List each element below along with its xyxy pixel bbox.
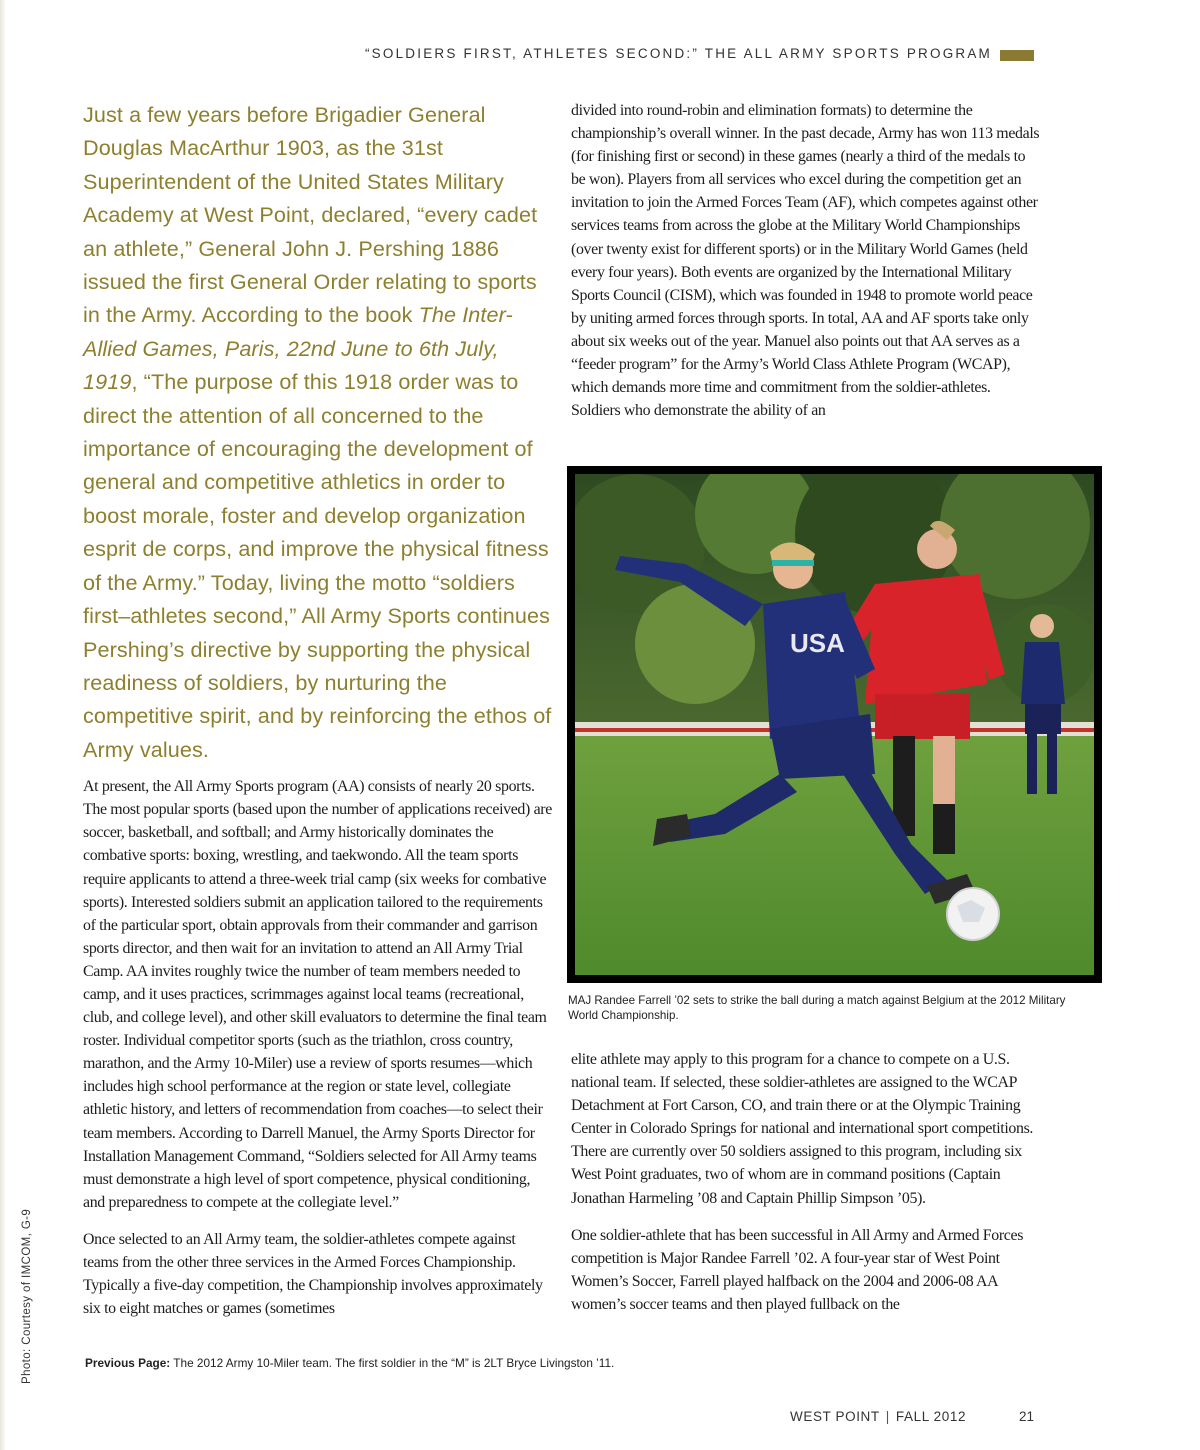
footer-publication: WEST POINT — [790, 1409, 880, 1424]
left-column — [83, 98, 553, 1334]
right-column-top — [571, 99, 1041, 436]
previous-page-text: The 2012 Army 10-Miler team. The first soldier in the “M” is 2LT Bryce Livingston ’11. — [170, 1356, 615, 1370]
page-number: 21 — [1019, 1409, 1035, 1424]
pull-quote-part-1: Just a few years before Brigadier General Douglas MacArthur 1903, as the 31st Superintendent of the United States Military Academy at West Point, declared, “every cadet an athlete,” General John J. Pershing 1886 issued the first General Order relating to sports in the Army. According to the book — [83, 102, 538, 328]
photo-caption: MAJ Randee Farrell ’02 sets to strike the ball during a match against Belgium at the 2012 Military World Championship. — [568, 994, 1066, 1022]
footer-issue: FALL 2012 — [895, 1409, 967, 1424]
soccer-photo — [567, 466, 1102, 983]
right-column-bottom — [571, 1048, 1041, 1330]
book-title: The Inter-Allied Games, Paris, 22nd June to 6th July, 1919 — [83, 302, 513, 395]
pull-quote — [83, 98, 553, 766]
previous-page-label: Previous Page: — [85, 1356, 171, 1370]
photo-credit: Photo: Courtesy of IMCOM, G-9 — [21, 1208, 33, 1384]
pull-quote-part-2: , “The purpose of this 1918 order was to direct the attention of all concerned to the importance of encouraging the development of general and competitive athletics in order to boost morale, foster and develop organization esprit de corps, and improve the physical fitness of the Army.” Today, living the motto “soldiers first–athletes second,” All Army Sports continues Pershing’s directive by supporting the physical readiness of soldiers, by nurturing the competitive spirit, and by reinforcing the ethos of Army values. — [83, 369, 552, 762]
body-paragraph: divided into round-robin and elimination formats) to determine the championship’s overall winner. In the past decade, Army has won 113 medals (for finishing first or second) in these games (nearly a third of the medals to be won). Players from all services who excel during the competition get an invitation to join the Armed Forces Team (AF), which competes against other services teams from across the globe at the Military World Championships (over twenty exist for different sports) or in the Military World Games (held every four years). Both events are organized by the International Military Sports Council (CISM), which was founded in 1948 to promote world peace by uniting armed forces through sports. In total, AA and AF sports take only about six weeks out of the year. Manuel also points out that AA serves as a “feeder program” for the Army’s World Class Athlete Program (WCAP), which demands more time and commitment from the soldier-athletes. Soldiers who demonstrate the ability of an — [571, 102, 1040, 420]
running-header: “SOLDIERS FIRST, ATHLETES SECOND:” THE ALL ARMY SPORTS PROGRAM — [364, 46, 992, 61]
page-edge-shadow — [0, 0, 5, 1450]
body-paragraph: Once selected to an All Army team, the soldier-athletes compete against teams from the other three services in the Armed Forces Championship. Typically a five-day competition, the Championship involves approximately six to eight matches or games (sometimes — [83, 1230, 543, 1318]
jersey-text: USA — [790, 628, 845, 658]
footer — [790, 1409, 966, 1424]
header-accent-bar — [1000, 50, 1034, 61]
body-paragraph: One soldier-athlete that has been successful in All Army and Armed Forces competition is Major Randee Farrell ’02. A four-year star of West Point Women’s Soccer, Farrell played halfback on the 2004 and 2006-08 AA women’s soccer teams and then played fullback on the — [571, 1226, 1024, 1313]
previous-page-caption — [85, 1356, 985, 1370]
body-paragraph: At present, the All Army Sports program (AA) consists of nearly 20 sports. The most popular sports (based upon the number of applications received) are soccer, basketball, and softball; and Army historically dominates the combative sports: boxing, wrestling, and taekwondo. All the team sports require applicants to attend a three-week trial camp (six weeks for combative sports). Interested soldiers submit an application tailored to the requirements of the particular sport, obtain approvals from their commander and garrison sports director, and then wait for an invitation to attend an All Army Trial Camp. AA invites roughly twice the number of team members needed to camp, and it uses practices, scrimmages against local teams (recreational, club, and college level), and other skill evaluators to determine the final team roster. Individual competitor sports (such as the triathlon, cross country, marathon, and the Army 10-Miler) use a review of sports resumes—which includes high school performance at the region or state level, collegiate athletic history, and letters of recommendation from coaches—to select their team members. According to Darrell Manuel, the Army Sports Director for Installation Management Command, “Soldiers selected for All Army teams must demonstrate a high level of sport competence, physical conditioning, and preparedness to compete at the collegiate level.” — [83, 778, 552, 1211]
footer-separator: | — [885, 1409, 890, 1424]
body-paragraph: elite athlete may apply to this program for a chance to compete on a U.S. national team. If selected, these soldier-athletes are assigned to the WCAP Detachment at Fort Carson, CO, and train there or at the Olympic Training Center in Colorado Springs for national and international sport competitions. There are currently over 50 soldiers assigned to this program, including six West Point graduates, two of whom are in command positions (Captain Jonathan Harmeling ’08 and Captain Phillip Simpson ’05). — [571, 1051, 1034, 1207]
soccer-match-image — [575, 474, 1094, 975]
